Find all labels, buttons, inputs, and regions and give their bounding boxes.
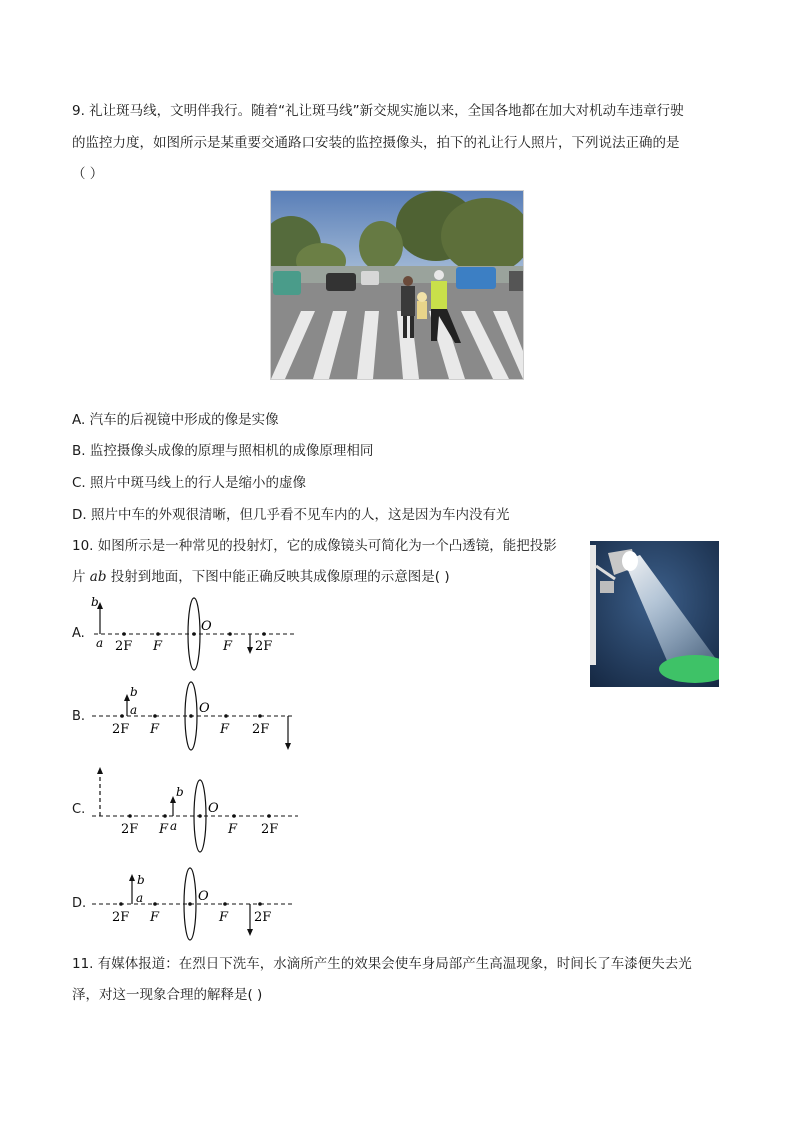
q10-stem-line-2-pre: 片 (72, 569, 90, 585)
label-f-left: F (150, 722, 160, 737)
q9-option-b: B. 监控摄像头成像的原理与照相机的成像原理相同 (72, 443, 374, 459)
label-2f-right: 2F (255, 639, 273, 654)
label-a: a (170, 819, 178, 833)
label-2f-left: 2F (115, 639, 133, 654)
q10-stem-line-1: 10. 如图所示是一种常见的投射灯，它的成像镜头可简化为一个凸透镜，能把投影 (72, 538, 557, 554)
label-2f-right: 2F (261, 822, 279, 837)
q10-option-b-letter: B. (72, 709, 86, 724)
q9-option-d: D. 照片中车的外观很清晰，但几乎看不见车内的人，这是因为车内没有光 (72, 507, 510, 523)
label-f-left: F (159, 822, 169, 837)
crosswalk-photo (270, 190, 524, 380)
projector-lamp-photo (590, 541, 719, 687)
q9-option-a: A. 汽车的后视镜中形成的像是实像 (72, 412, 279, 428)
q9-stem-line-2: 的监控力度，如图所示是某重要交通路口安装的监控摄像头，拍下的礼让行人照片，下列说法正确的是 (72, 135, 680, 151)
label-b: b (137, 873, 145, 887)
q9-option-c: C. 照片中斑马线上的行人是缩小的虚像 (72, 475, 307, 491)
label-o: O (201, 619, 212, 634)
q11-stem-line-1: 11. 有媒体报道：在烈日下洗车，水滴所产生的效果会使车身局部产生高温现象，时间长了车漆便失去光 (72, 956, 692, 972)
label-b: b (91, 595, 99, 609)
q10-stem-line-2 (72, 567, 450, 587)
q9-stem-line-1: 9. 礼让斑马线，文明伴我行。随着“礼让斑马线”新交规实施以来，全国各地都在加大对机动车违章行驶 (72, 103, 684, 119)
label-a: a (136, 891, 144, 905)
label-f-right: F (223, 639, 233, 654)
label-o: O (208, 801, 219, 816)
label-b: b (176, 785, 184, 799)
q10-diagram-c (88, 762, 308, 857)
label-2f-right: 2F (254, 910, 272, 925)
label-2f-right: 2F (252, 722, 270, 737)
label-f-left: F (150, 910, 160, 925)
label-o: O (198, 889, 209, 904)
label-2f-left: 2F (121, 822, 139, 837)
label-2f-left: 2F (112, 910, 130, 925)
q10-option-c-letter: C. (72, 802, 86, 817)
label-b: b (130, 685, 138, 699)
q10-diagram-b (88, 676, 308, 756)
q10-stem-ab: ab (89, 569, 107, 585)
q10-diagram-a (88, 590, 308, 680)
q11-stem-line-2: 泽，对这一现象合理的解释是( ) (72, 987, 263, 1003)
q10-option-d-letter: D. (72, 896, 87, 911)
label-f-right: F (220, 722, 230, 737)
label-2f-left: 2F (112, 722, 130, 737)
label-f-right: F (219, 910, 229, 925)
q10-option-a-letter: A. (72, 626, 85, 641)
q10-diagram-d (88, 864, 308, 944)
label-f-left: F (153, 639, 163, 654)
label-o: O (199, 701, 210, 716)
label-a: a (130, 703, 138, 717)
label-f-right: F (228, 822, 238, 837)
label-a: a (96, 636, 104, 650)
q10-stem-line-2-post: 投射到地面，下图中能正确反映其成像原理的示意图是( ) (106, 569, 450, 585)
q9-answer-blank: （ ） (72, 166, 104, 182)
